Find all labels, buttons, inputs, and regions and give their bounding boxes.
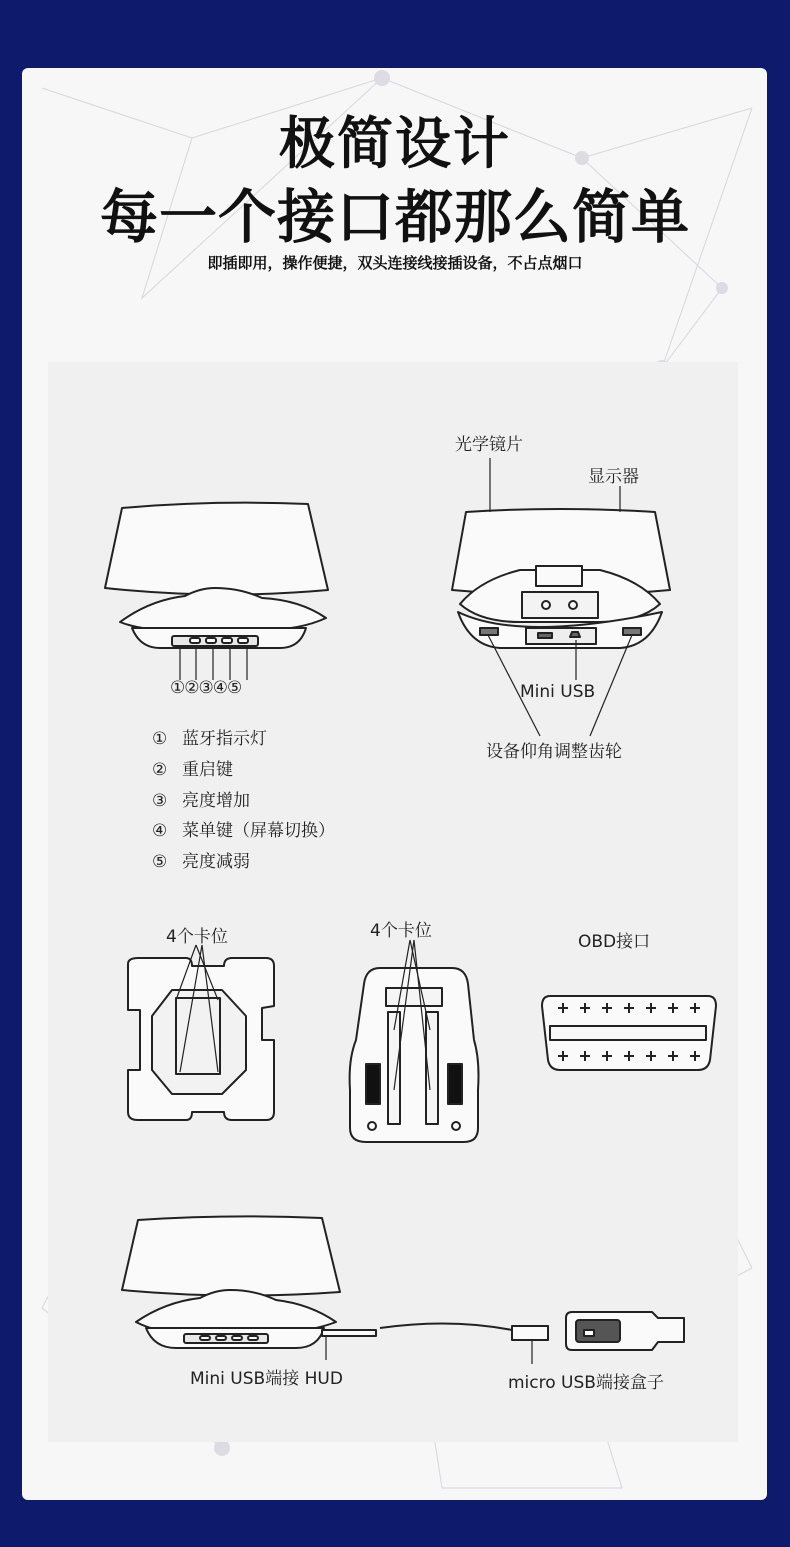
- legend-item-5: ⑤ 亮度减弱: [152, 852, 250, 872]
- legend-item-2: ② 重启键: [152, 760, 233, 780]
- mount-pad-drawing: [128, 945, 274, 1120]
- connection-drawing: [122, 1216, 684, 1364]
- legend-item-1: ① 蓝牙指示灯: [152, 729, 267, 749]
- obd-connector-drawing: [542, 996, 716, 1070]
- clip-label-cradle: 4个卡位: [370, 921, 432, 941]
- clip-label-pad: 4个卡位: [166, 927, 228, 947]
- page-title-line1: 极简设计: [279, 112, 511, 177]
- mount-cradle-drawing: [350, 940, 479, 1142]
- optical-lens-label: 光学镜片: [455, 435, 523, 455]
- micro-usb-box-label: micro USB端接盒子: [508, 1373, 664, 1393]
- obd-port-label: OBD接口: [578, 932, 651, 952]
- mini-usb-label: Mini USB: [520, 682, 596, 702]
- button-numbers: ①②③④⑤: [170, 678, 242, 698]
- legend-item-3: ③ 亮度增加: [152, 791, 250, 811]
- page-subtitle: 即插即用，操作便捷，双头连接线接插设备，不占点烟口: [207, 254, 583, 272]
- tilt-gear-label: 设备仰角调整齿轮: [486, 742, 622, 762]
- mini-usb-hud-label: Mini USB端接 HUD: [190, 1369, 343, 1389]
- page-title-line2: 每一个接口都那么简单: [99, 183, 690, 251]
- display-label: 显示器: [588, 467, 639, 487]
- hud-back-view: [105, 503, 328, 680]
- legend-item-4: ④ 菜单键（屏幕切换）: [152, 821, 335, 841]
